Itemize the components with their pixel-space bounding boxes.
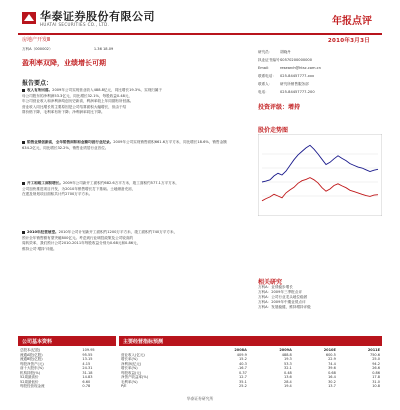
analyst-email[interactable]: research@htsc.com.cn — [280, 65, 321, 70]
table-cell: 600.5 — [325, 352, 336, 357]
table-cell: 15.2 — [239, 357, 247, 361]
bullet-icon — [22, 231, 25, 234]
table-cell: 13.6 — [283, 375, 292, 379]
table-cell: 10.8 — [372, 384, 380, 388]
table-cell: 16.4 — [328, 375, 336, 379]
table-cell: 14.83 — [82, 375, 93, 379]
table-cell: 19.3 — [283, 357, 292, 361]
table-cell: 流通B股(亿股) — [20, 357, 43, 361]
table-cell: 35.1 — [239, 379, 247, 384]
table-cell: 机构持股(%) — [20, 370, 41, 375]
table-cell: 每股经营现金流 — [20, 384, 45, 388]
table-cell: 39.6 — [328, 366, 336, 370]
stock-price-chart — [258, 134, 382, 216]
table-cell: 0.37 — [239, 370, 247, 375]
company-name-en: HUATAI SECURITIES CO., LTD. — [40, 22, 110, 27]
table-cell: 营业收入(亿元) — [121, 352, 145, 357]
table-cell: 0.68 — [328, 370, 336, 375]
table-cell: 0.78 — [82, 384, 91, 388]
footer: 华泰证券研究所 — [186, 396, 214, 401]
table-cell: 12.7 — [239, 375, 247, 379]
bullet-icon — [22, 182, 25, 185]
table-cell: 31.0 — [372, 379, 380, 384]
table-cell: 2009A — [279, 348, 292, 352]
company-table-header: 公司基本资料 — [18, 336, 116, 346]
chart-frame — [258, 134, 382, 216]
table-cell: 每股净资产(元) — [20, 361, 44, 366]
related-item[interactable]: 万科A：发展稳健，维持增持评级 — [258, 305, 311, 309]
table-cell: 109.95 — [82, 348, 95, 352]
table-cell: 53.3 — [283, 361, 292, 366]
table-cell: 流通A股(亿股) — [20, 352, 43, 357]
table-cell: 22.9 — [328, 357, 336, 361]
table-cell: 24.31 — [82, 366, 93, 370]
table-cell: 增长率(%) — [121, 357, 138, 361]
table-cell: 毛利率(%) — [121, 379, 138, 384]
table-cell: 13.7 — [328, 384, 336, 388]
related-research-title: 相关研究 — [258, 279, 283, 286]
related-research-list — [258, 285, 382, 327]
paragraph-4: 2010年经营展望。2010年公司计划新开工面积约1200万平方米，竣工面积约740万平方米， 预计全年销售额有望突破800亿元。考虑到行业调控政策及公司较高的 周转效率，我们预计公司2010-2011年每股收益分别为0.68元和0.86元， 维持公司‘增持’评级。 — [22, 230, 178, 251]
table-cell: 2010E — [323, 348, 336, 352]
analyst-info: 研究员： 胡晓丹 执业证书编号： S0570200000000 Email： research@htsc.com.cn 联系电话： 025-84457777-xxx 联系人： 研究所销售服务部 电话： 025-84457777-200 — [258, 49, 321, 94]
company-name: 华泰证券股份有限公司 — [40, 10, 155, 23]
table-cell: 488.8 — [281, 352, 292, 357]
huatai-logo-icon — [22, 9, 36, 21]
bullet-icon — [22, 89, 25, 92]
table-cell: P/E — [121, 384, 127, 388]
table-cell: 0.48 — [283, 370, 292, 375]
table-cell: 17.8 — [372, 375, 380, 379]
related-item[interactable]: 万科A：公司行业龙头地位稳固 — [258, 295, 308, 299]
table-cell: 每股收益(元) — [121, 370, 142, 375]
table-cell: 前十大股东(%) — [20, 366, 44, 370]
key-points-title: 报告要点： — [22, 80, 53, 87]
company-table — [18, 348, 116, 389]
table-cell: 31.18 — [82, 370, 93, 375]
table-cell: 74.4 — [328, 361, 336, 366]
table-cell: 2008A — [234, 348, 247, 352]
table-cell: 30.2 — [328, 379, 336, 384]
related-item[interactable]: 万科A：业绩稳步增长 — [258, 285, 293, 289]
table-cell: 0.86 — [372, 370, 380, 375]
paragraph-3: 开工和竣工面积增长。2009年公司新开工面积约682.6万平方米，竣工面积约577.1万平方米， 公司加快推进项目开发，为2010年销售增长打下基础。土地储备充裕， 在建及规划项目面积共计约2700万平方米。 — [22, 181, 179, 196]
table-cell: 409.9 — [236, 352, 247, 357]
finance-table-header: 主要经营指标预测 — [119, 336, 382, 346]
table-cell: 增长率(%) — [121, 366, 138, 370]
related-item[interactable]: 万科A：2009年三季报点评 — [258, 290, 302, 294]
report-type: 年报点评 — [332, 16, 372, 27]
table-cell: 13.15 — [82, 357, 93, 361]
table-row — [119, 384, 382, 389]
table-cell: 25.0 — [372, 357, 380, 361]
industry-label: 房地产开发Ⅲ — [22, 37, 51, 43]
table-cell: 95.55 — [82, 352, 93, 357]
bullet-icon — [22, 141, 25, 144]
table-cell: 28.4 — [283, 379, 292, 384]
table-cell: 52周最低价 — [20, 379, 39, 384]
table-cell: 26.6 — [372, 366, 380, 370]
table-row — [18, 384, 116, 389]
investment-rating: 投资评级：增持 — [258, 104, 301, 111]
table-cell: 750.6 — [369, 352, 380, 357]
finance-table — [119, 348, 382, 389]
table-cell: 净利润(亿元) — [121, 361, 142, 366]
table-cell: 94.2 — [372, 361, 380, 366]
report-date: 2010年3月3日 — [327, 38, 370, 44]
table-cell: -16.7 — [237, 366, 247, 370]
table-cell: 19.4 — [283, 384, 292, 388]
table-cell: 4.15 — [82, 361, 91, 366]
chart-title: 股价走势图 — [258, 127, 289, 134]
stock-info: 万科A（000002） 1.36 18.09 — [22, 47, 114, 51]
paragraph-2: 销售业绩创新高，全年销售面积和金额均创行业纪录。2009年公司实现销售面积661.6万平方米，同比增长18.6%，销售金额 634.2亿元，同比增长32.2%，销售业绩居行业首位。 — [22, 140, 227, 150]
report-headline: 盈利率双降，业绩增长可期 — [22, 59, 106, 67]
related-item[interactable]: 万科A：2009年中期业绩点评 — [258, 300, 306, 304]
table-cell: 40.3 — [239, 361, 247, 366]
table-cell: 6.60 — [82, 379, 91, 384]
paragraph-1: 收入有所回落。2009年公司实现营业收入488.8亿元，同比增长19.3%，实现归属于 母公司股东的净利润53.3亿元，同比增长32.1%，每股收益0.48元， 年公司营业收入和净利润均创历史新高，利润率较上年同期有所回落。 营业收入同比增长的主要原因是公司结算面积大幅增长，但由于结 算价格下降，毛利率有所下降；净利润率同比下降。 — [22, 88, 163, 114]
table-cell: 52周最高价 — [20, 375, 39, 379]
table-cell: 2011E — [367, 348, 380, 352]
table-cell: 25.2 — [239, 384, 247, 388]
header-divider — [18, 33, 382, 35]
table-cell: 总股本(亿股) — [20, 348, 41, 352]
table-cell: 净资产收益率(%) — [121, 375, 149, 379]
table-cell: 32.1 — [283, 366, 292, 370]
